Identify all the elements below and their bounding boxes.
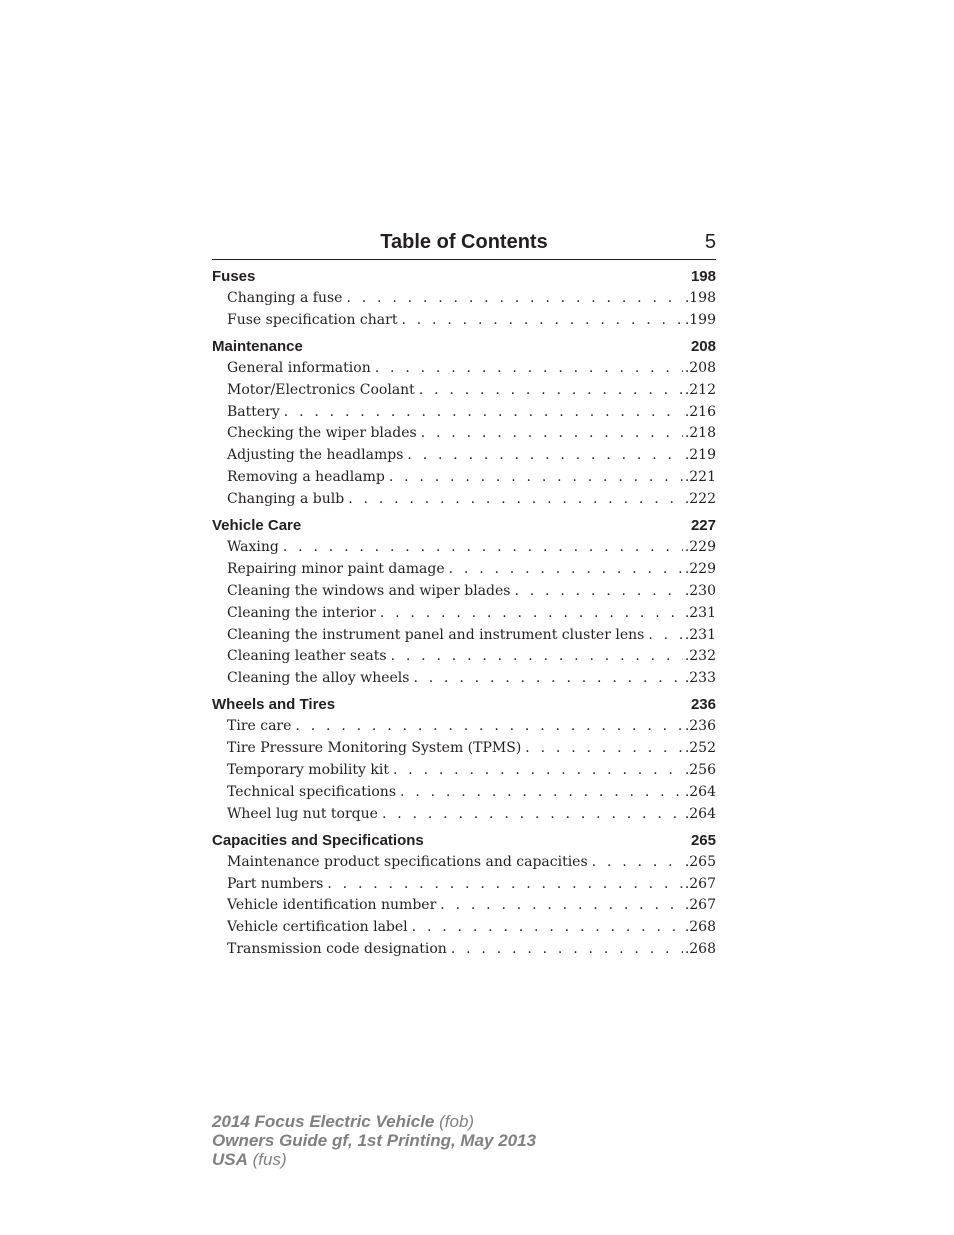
toc-entry-label: Waxing bbox=[227, 539, 279, 556]
toc-entry-page: .230 bbox=[684, 582, 716, 599]
toc-entry-label: Part numbers bbox=[227, 875, 324, 892]
dot-leader bbox=[346, 288, 682, 310]
footer-vehicle-name: 2014 Focus Electric Vehicle bbox=[212, 1112, 435, 1131]
dot-leader bbox=[449, 559, 683, 581]
toc-entry-label: Cleaning the interior bbox=[227, 604, 376, 621]
dot-leader bbox=[413, 668, 682, 690]
toc-section-title: Capacities and Specifications bbox=[212, 831, 424, 849]
toc-entry-page: .264 bbox=[684, 805, 716, 822]
footer-market-code: (fus) bbox=[252, 1150, 287, 1169]
toc-entry[interactable] bbox=[212, 358, 716, 380]
toc-section bbox=[212, 266, 716, 332]
dot-leader bbox=[401, 310, 682, 332]
toc-entry-page: .229 bbox=[684, 539, 716, 556]
dot-leader bbox=[391, 646, 683, 668]
toc-section-page: 198 bbox=[690, 268, 716, 285]
toc-entry[interactable] bbox=[212, 668, 716, 690]
dot-leader bbox=[412, 917, 683, 939]
toc-entry[interactable] bbox=[212, 310, 716, 332]
toc-entry[interactable] bbox=[212, 646, 716, 668]
footer-vehicle-code: (fob) bbox=[439, 1112, 475, 1131]
toc-entry-label: General information bbox=[227, 359, 371, 376]
toc-section-title: Vehicle Care bbox=[212, 517, 302, 535]
toc-entry-page: .231 bbox=[684, 626, 716, 643]
toc-entry[interactable] bbox=[212, 852, 716, 874]
toc-entry-label: Cleaning the windows and wiper blades bbox=[227, 582, 511, 599]
toc-section-page: 236 bbox=[690, 696, 716, 714]
toc-entry-label: Transmission code designation bbox=[227, 941, 447, 958]
toc-entry[interactable] bbox=[212, 537, 716, 559]
toc-entry-page: .216 bbox=[684, 403, 716, 420]
page-header bbox=[212, 229, 716, 260]
toc-entry-page: .236 bbox=[684, 718, 716, 735]
footer-guide-info: Owners Guide gf, 1st Printing, May 2013 bbox=[212, 1131, 537, 1150]
toc-section-page: 208 bbox=[690, 337, 716, 355]
toc-entry-label: Repairing minor paint damage bbox=[227, 560, 445, 577]
toc-section bbox=[212, 694, 716, 825]
dot-leader bbox=[380, 603, 683, 625]
toc-section-heading[interactable] bbox=[212, 336, 716, 358]
toc-entry[interactable] bbox=[212, 939, 716, 961]
toc-entry-label: Cleaning the instrument panel and instrument cluster lens bbox=[227, 626, 645, 643]
toc-entry-label: Removing a headlamp bbox=[227, 469, 385, 486]
toc-entry[interactable] bbox=[212, 467, 716, 489]
toc-section-title: Maintenance bbox=[212, 337, 303, 355]
toc-entry-label: Battery bbox=[227, 403, 280, 420]
toc-section-heading[interactable] bbox=[212, 515, 716, 537]
toc-entry-label: Vehicle certification label bbox=[227, 919, 408, 936]
toc-entry[interactable] bbox=[212, 402, 716, 424]
toc-section bbox=[212, 336, 716, 511]
toc-entry-label: Maintenance product specifications and capacities bbox=[227, 853, 588, 870]
document-footer bbox=[212, 1112, 712, 1169]
toc-section bbox=[212, 830, 716, 961]
toc-entry-page: .268 bbox=[684, 919, 716, 936]
toc-entry-label: Vehicle identification number bbox=[227, 897, 437, 914]
footer-line-market bbox=[212, 1150, 712, 1169]
toc-entry-label: Fuse specification chart bbox=[227, 311, 398, 328]
toc-entry[interactable] bbox=[212, 288, 716, 310]
toc-entry-label: Motor/Electronics Coolant bbox=[227, 381, 415, 398]
toc-entry-label: Changing a bulb bbox=[227, 491, 345, 508]
toc-entry-page: .267 bbox=[684, 875, 716, 892]
footer-line-guide bbox=[212, 1131, 712, 1150]
dot-leader bbox=[375, 358, 683, 380]
dot-leader bbox=[440, 895, 683, 917]
toc-entry[interactable] bbox=[212, 581, 716, 603]
dot-leader bbox=[348, 489, 683, 511]
dot-leader bbox=[393, 760, 683, 782]
toc-entry-page: .232 bbox=[684, 648, 716, 665]
toc-entry[interactable] bbox=[212, 489, 716, 511]
toc-entry[interactable] bbox=[212, 423, 716, 445]
toc-entry[interactable] bbox=[212, 380, 716, 402]
footer-market-name: USA bbox=[212, 1150, 248, 1169]
toc-entry-label: Changing a fuse bbox=[227, 290, 343, 306]
toc-entry[interactable] bbox=[212, 917, 716, 939]
dot-leader bbox=[327, 874, 682, 896]
toc-entry[interactable] bbox=[212, 782, 716, 804]
toc-entry-page: .218 bbox=[684, 425, 716, 442]
dot-leader bbox=[451, 939, 683, 961]
toc-entry[interactable] bbox=[212, 625, 716, 647]
toc-entry-label: Checking the wiper blades bbox=[227, 425, 417, 442]
dot-leader bbox=[407, 445, 682, 467]
toc-entry-page: .268 bbox=[684, 941, 716, 958]
toc-entry-page: .229 bbox=[684, 560, 716, 577]
toc-entry-page: .265 bbox=[684, 853, 716, 870]
toc-entry-label: Adjusting the headlamps bbox=[227, 447, 404, 464]
toc-entry-label: Technical specifications bbox=[227, 783, 397, 800]
dot-leader bbox=[382, 804, 683, 826]
toc-entry-page: .212 bbox=[684, 381, 716, 398]
toc-section-heading[interactable] bbox=[212, 266, 716, 288]
toc-entry-page: .252 bbox=[684, 740, 716, 757]
dot-leader bbox=[592, 852, 683, 874]
toc-entry[interactable] bbox=[212, 716, 716, 738]
toc-entry[interactable] bbox=[212, 445, 716, 467]
toc-entry-label: Cleaning leather seats bbox=[227, 648, 387, 665]
toc-entry-page: .222 bbox=[684, 491, 716, 508]
toc-entry[interactable] bbox=[212, 559, 716, 581]
toc-section bbox=[212, 515, 716, 690]
toc-entry[interactable] bbox=[212, 603, 716, 625]
dot-leader bbox=[525, 738, 683, 760]
toc-entry-page: .221 bbox=[684, 469, 716, 486]
toc-entry[interactable] bbox=[212, 895, 716, 917]
dot-leader bbox=[421, 423, 683, 445]
page-title: Table of Contents bbox=[380, 231, 548, 253]
dot-leader bbox=[400, 782, 683, 804]
dot-leader bbox=[295, 716, 682, 738]
toc-section-page: 265 bbox=[690, 831, 716, 849]
toc-entry-page: .267 bbox=[684, 897, 716, 914]
toc-entry-page: .198 bbox=[684, 290, 716, 306]
toc-entry-page: .231 bbox=[684, 604, 716, 621]
toc-entry[interactable] bbox=[212, 874, 716, 896]
dot-leader bbox=[514, 581, 682, 603]
toc-section-title: Wheels and Tires bbox=[212, 696, 336, 714]
toc-entry-label: Wheel lug nut torque bbox=[227, 805, 378, 822]
dot-leader bbox=[283, 537, 683, 559]
toc-entry[interactable] bbox=[212, 760, 716, 782]
toc-section-heading[interactable] bbox=[212, 830, 716, 852]
toc-entry-page: .219 bbox=[684, 447, 716, 464]
toc-entry-page: .208 bbox=[684, 359, 716, 376]
toc-entry-page: .233 bbox=[684, 670, 716, 687]
toc-section-page: 227 bbox=[690, 517, 716, 535]
toc-section-title: Fuses bbox=[212, 268, 256, 285]
table-of-contents bbox=[212, 266, 716, 965]
dot-leader bbox=[648, 625, 683, 647]
toc-entry-label: Cleaning the alloy wheels bbox=[227, 670, 410, 687]
toc-entry-page: .256 bbox=[684, 762, 716, 779]
toc-entry-label: Temporary mobility kit bbox=[227, 762, 389, 779]
footer-line-vehicle bbox=[212, 1112, 712, 1131]
dot-leader bbox=[419, 380, 683, 402]
dot-leader bbox=[389, 467, 683, 489]
dot-leader bbox=[284, 402, 683, 424]
toc-section-heading[interactable] bbox=[212, 694, 716, 716]
toc-entry-page: .199 bbox=[684, 311, 716, 328]
page-number: 5 bbox=[704, 231, 716, 253]
toc-entry[interactable] bbox=[212, 738, 716, 760]
toc-entry-label: Tire Pressure Monitoring System (TPMS) bbox=[227, 740, 522, 757]
toc-entry[interactable] bbox=[212, 804, 716, 826]
toc-entry-page: .264 bbox=[684, 783, 716, 800]
toc-entry-label: Tire care bbox=[227, 718, 292, 735]
